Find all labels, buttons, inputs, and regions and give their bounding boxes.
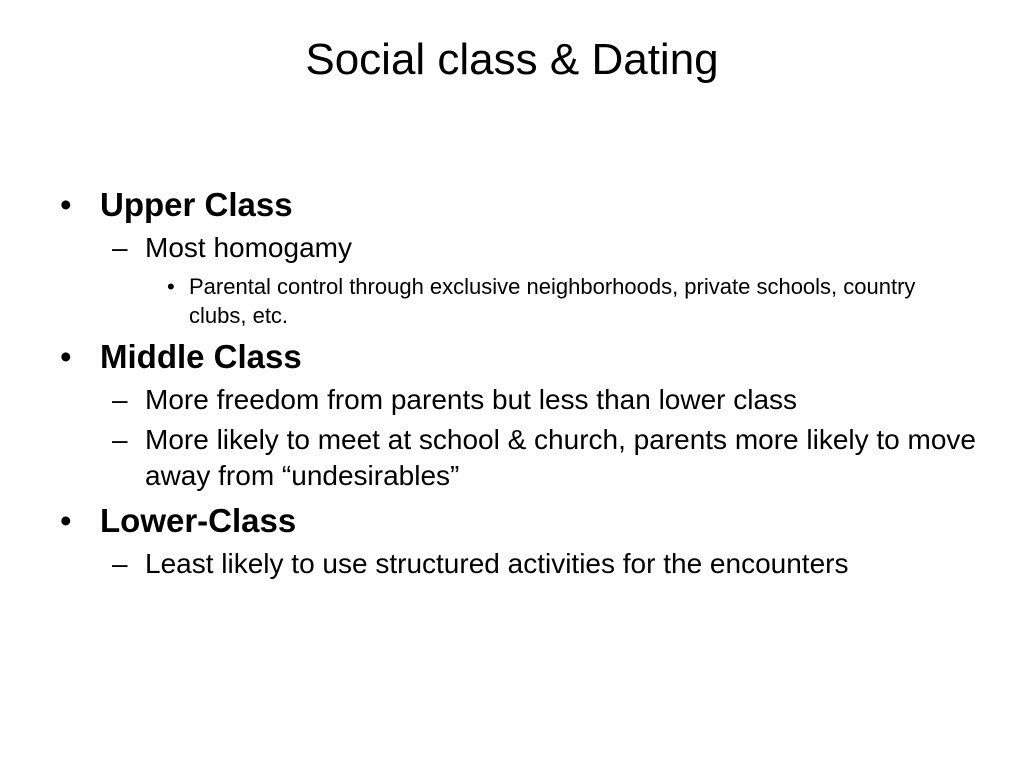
detail-bullet-text: Parental control through exclusive neighborhoods, private schools, country clubs, etc. [189, 274, 916, 328]
sub-bullet-text: More likely to meet at school & church, parents more likely to move away from “undesirables” [145, 424, 977, 491]
sub-bullet-text: Least likely to use structured activities for the encounters [145, 548, 849, 579]
bullet-upper-class [58, 184, 978, 226]
bullet-label: Lower-Class [100, 502, 297, 539]
detail-bullet-parental-control [167, 272, 978, 330]
sub-bullet-more-freedom [112, 382, 978, 418]
sub-bullet-meet-at-school [112, 422, 978, 494]
bullet-lower-class [58, 500, 978, 542]
dash-icon: – [112, 384, 128, 415]
bullet-icon: • [60, 338, 72, 375]
sub-bullet-text: More freedom from parents but less than lower class [145, 384, 798, 415]
dash-icon: – [112, 232, 128, 263]
bullet-icon: • [60, 186, 72, 223]
sub-bullet-text: Most homogamy [145, 232, 352, 263]
bullet-list [58, 178, 978, 582]
bullet-middle-class [58, 336, 978, 378]
bullet-label: Upper Class [100, 186, 293, 223]
bullet-icon: • [167, 274, 175, 299]
dash-icon: – [112, 548, 128, 579]
dash-icon: – [112, 424, 128, 455]
slide-title: Social class & Dating [305, 35, 719, 84]
bullet-label: Middle Class [100, 338, 302, 375]
sub-bullet-least-likely [112, 546, 978, 582]
bullet-icon: • [60, 502, 72, 539]
sub-bullet-most-homogamy [112, 230, 978, 266]
